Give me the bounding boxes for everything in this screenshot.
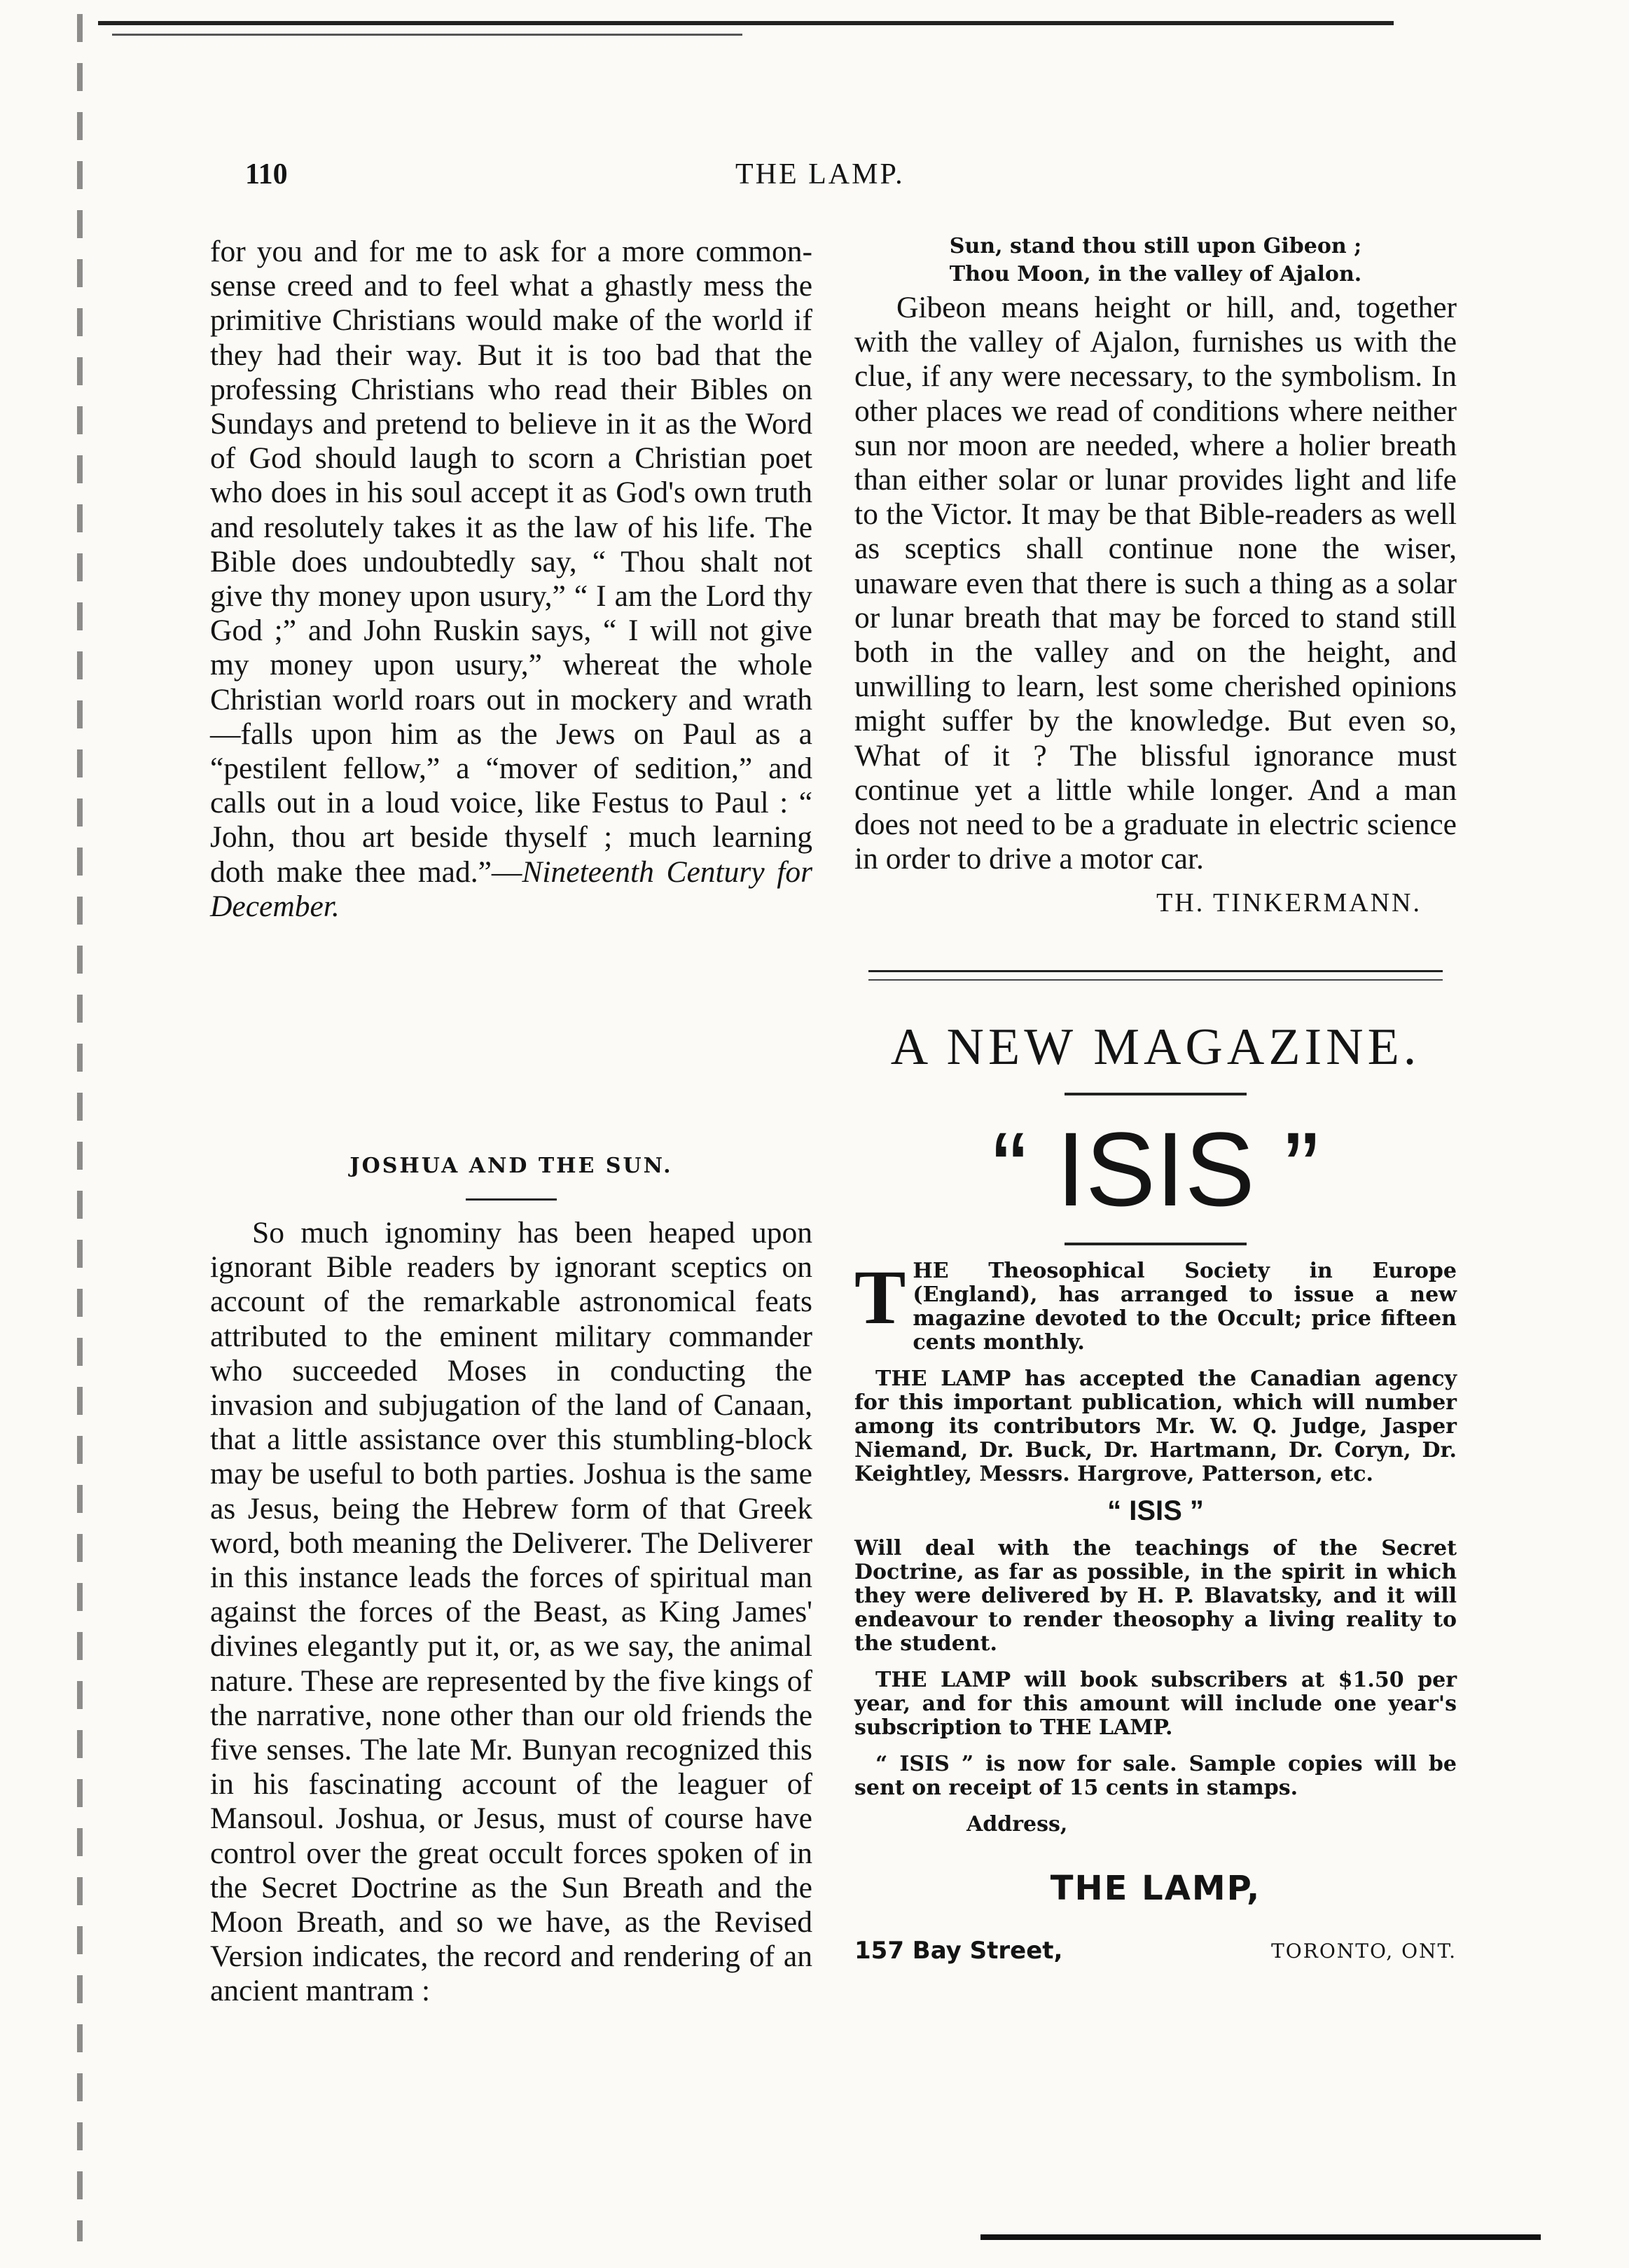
street-address: 157 Bay Street,: [854, 1936, 1063, 1965]
journal-name: THE LAMP.: [735, 158, 905, 191]
ad-title: A NEW MAGAZINE.: [890, 1018, 1421, 1076]
scan-border-bottom: [980, 2234, 1541, 2240]
intro-text: HE Theosophical Society in Europe (England), has arranged to issue a new magazine devoted to the Occult; price fifteen cents monthly.: [913, 1258, 1457, 1355]
dropcap: T: [854, 1254, 906, 1340]
agency-paragraph: THE LAMP has accepted the Canadian agency for this important publication, which will number among its contributors Mr. W. Q. Judge, Jasper Niemand, Dr. Buck, Dr. Hartmann, Dr. Coryn, Dr. Keightley, Messrs. Hargrove, Patterson, etc.: [854, 1366, 1457, 1486]
verse-line-2: Thou Moon, in the valley of Ajalon.: [949, 262, 1362, 286]
intro-paragraph: [854, 1254, 1457, 1355]
ad-rule: [1065, 1093, 1247, 1095]
teachings-paragraph: Will deal with the teachings of the Secret Doctrine, as far as possible, in the spirit in which they were delivered by H. P. Blavatsky, and it will endeavour to render theosophy a living reality to the student.: [854, 1535, 1457, 1656]
scan-border-top: [98, 21, 1394, 25]
continued-paragraph: [210, 235, 812, 924]
heading-rule: [466, 1198, 557, 1201]
source-citation: Nineteenth Century for December.: [210, 855, 813, 923]
scan-border-top-thin: [112, 34, 742, 36]
running-head: [245, 158, 1422, 200]
joshua-article-text: So much ignominy has been heaped upon ignorant Bible readers by ignorant sceptics on account of the remarkable astronomical feats attributed to the eminent military commander who succeeded Moses in conducting the invasion and subjugation of the land of Canaan, that a little assistance over this stumbling-block may be useful to both parties. Joshua is the same as Jesus, being the Hebrew form of that Greek word, both meaning the Deliverer. The Deliverer in this instance leads the forces of spiritual man against the forces of the Beast, as King James' divines elegantly put it, or, as we say, the animal nature. These are represented by the five kings of the narrative, none other than our old friends the five senses. The late Mr. Bunyan recognized this in his fascinating account of the leaguer of Mansoul. Joshua, or Jesus, must of course have control over the great occult forces spoken of in the Secret Doctrine as the Sun Breath and the Moon Breath, and so we have, as the Revised Version indicates, the record and rendering of an ancient mantram :: [210, 1216, 812, 2008]
page-number: 110: [245, 158, 288, 191]
left-column: [210, 235, 812, 2168]
continued-text: for you and for me to ask for a more common-sense creed and to feel what a ghastly mess the primitive Christians would make of the world if they had their way. But it is too bad that the professing Christians who read their Bibles on Sundays and pretend to believe in it as the Word of God should laugh to scorn a Christian poet who does in his soul accept it as God's own truth and resolutely takes it as the law of his life. The Bible does undoubtedly say, “ Thou shalt not give thy money upon usury,” “ I am the Lord thy God ;” and John Ruskin says, “ I will not give my money upon usury,” whereat the whole Christian world roars out in mockery and wrath—falls upon him as the Jews on Paul as a “pestilent fellow,” a “mover of sedition,” and calls out in a loud voice, like Festus to Paul : “ John, thou art beside thyself ; much learning doth make thee mad.”—: [210, 235, 812, 889]
right-column: [854, 235, 1457, 2168]
section-divider: [868, 970, 1443, 981]
magazine-name: “ ISIS ”: [992, 1109, 1319, 1228]
city: TORONTO, ONT.: [1271, 1939, 1457, 1963]
sample-paragraph: “ ISIS ” is now for sale. Sample copies will be sent on receipt of 15 cents in stamps.: [854, 1751, 1457, 1800]
ad-body: [854, 1254, 1457, 1837]
gibeon-paragraph: Gibeon means height or hill, and, together with the valley of Ajalon, furnishes us with the clue, if any were necessary, to the symbolism. In other places we read of conditions where neither sun nor moon are needed, where a holier breath than either solar or lunar provides light and life to the Victor. It may be that Bible-readers as well as sceptics shall continue none the wiser, unaware even that there is such a thing as a solar or lunar breath that may be forced to stand still both in the valley and on the height, and unwilling to learn, lest some cherished opinions might suffer by the knowledge. But even so, What of it ? The blissful ignorance must continue yet a little while longer. And a man does not need to be a graduate in electric science in order to drive a motor car.: [854, 291, 1457, 876]
verse-line-1: Sun, stand thou still upon Gibeon ;: [949, 234, 1362, 258]
scan-binding-edge: [77, 14, 83, 2241]
continued-article: [210, 235, 812, 1068]
subscription-paragraph: THE LAMP will book subscribers at $1.50 per year, and for this amount will include one year's subscription to THE LAMP.: [854, 1667, 1457, 1740]
author-signature: TH. TINKERMANN.: [1156, 888, 1422, 918]
address-label: Address,: [966, 1811, 1068, 1837]
advertisement: [854, 1016, 1457, 1969]
magazine-name-small: “ ISIS ”: [1107, 1495, 1204, 1526]
article-heading: JOSHUA AND THE SUN.: [349, 1154, 673, 1178]
publisher-name: THE LAMP,: [1050, 1868, 1261, 1908]
ad-rule-2: [1065, 1243, 1247, 1245]
publisher-address: [854, 1934, 1457, 1969]
